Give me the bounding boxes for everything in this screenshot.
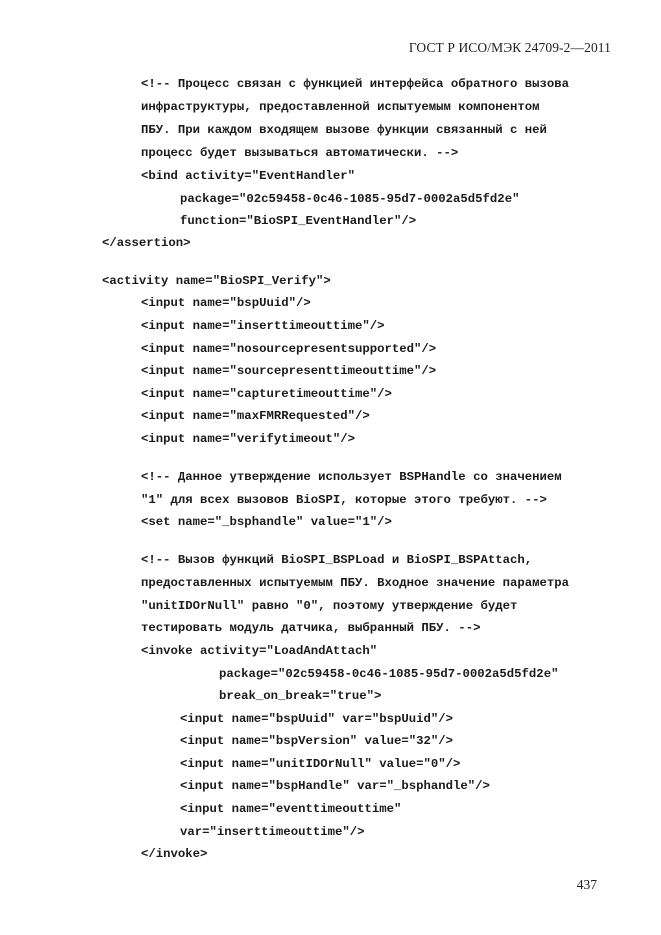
code-line-attribute: var="inserttimeouttime"/>: [180, 825, 365, 839]
code-line-input-tag: <input name="maxFMRRequested"/>: [141, 409, 370, 423]
code-line-input-tag: <input name="verifytimeout"/>: [141, 432, 356, 446]
code-line-input-tag: <input name="bspHandle" var="_bsphandle"/>: [180, 779, 490, 793]
code-line-attribute: function="BioSPI_EventHandler"/>: [180, 214, 417, 228]
code-line-bind-tag: <bind activity="EventHandler": [141, 169, 356, 183]
page-number: 437: [576, 877, 597, 892]
code-line-input-tag: <input name="sourcepresenttimeouttime"/>: [141, 364, 437, 378]
code-line-comment: <!-- Процесс связан с функцией интерфейса обратного вызова: [141, 77, 570, 91]
code-line-input-tag: <input name="unitIDOrNull" value="0"/>: [180, 757, 461, 771]
code-line-input-tag: <input name="inserttimeouttime"/>: [141, 319, 385, 333]
code-line-comment: ПБУ. При каждом входящем вызове функции связанный с ней: [141, 123, 547, 137]
code-line-invoke-tag: <invoke activity="LoadAndAttach": [141, 644, 378, 658]
code-line-input-tag: <input name="bspVersion" value="32"/>: [180, 734, 454, 748]
code-line-closing-tag: </assertion>: [102, 236, 191, 250]
code-line-comment: инфраструктуры, предоставленной испытуемым компонентом: [141, 100, 540, 114]
code-line-input-tag: <input name="bspUuid" var="bspUuid"/>: [180, 712, 454, 726]
code-line-comment: процесс будет вызываться автоматически. -->: [141, 146, 459, 160]
code-line-comment: "1" для всех вызовов BioSPI, которые этого требуют. -->: [141, 493, 547, 507]
code-line-closing-tag: </invoke>: [141, 847, 208, 861]
code-line-input-tag: <input name="capturetimeouttime"/>: [141, 387, 392, 401]
code-line-input-tag: <input name="bspUuid"/>: [141, 296, 311, 310]
code-line-comment: тестировать модуль датчика, выбранный ПБУ. -->: [141, 621, 481, 635]
code-line-attribute: package="02c59458-0c46-1085-95d7-0002a5d5fd2e": [219, 667, 559, 681]
code-line-comment: "unitIDOrNull" равно "0", поэтому утверждение будет: [141, 599, 518, 613]
document-header-standard: ГОСТ Р ИСО/МЭК 24709-2—2011: [408, 40, 611, 55]
code-line-comment: предоставленных испытуемым ПБУ. Входное значение параметра: [141, 576, 570, 590]
code-line-input-tag: <input name="eventtimeouttime": [180, 802, 402, 816]
code-line-attribute: package="02c59458-0c46-1085-95d7-0002a5d5fd2e": [180, 192, 520, 206]
code-line-comment: <!-- Вызов функций BioSPI_BSPLoad и BioSPI_BSPAttach,: [141, 553, 533, 567]
code-line-set-tag: <set name="_bsphandle" value="1"/>: [141, 515, 392, 529]
code-line-comment: <!-- Данное утверждение использует BSPHandle со значением: [141, 470, 562, 484]
code-line-activity-tag: <activity name="BioSPI_Verify">: [102, 274, 331, 288]
code-line-attribute: break_on_break="true">: [219, 689, 382, 703]
code-line-input-tag: <input name="nosourcepresentsupported"/>: [141, 342, 437, 356]
